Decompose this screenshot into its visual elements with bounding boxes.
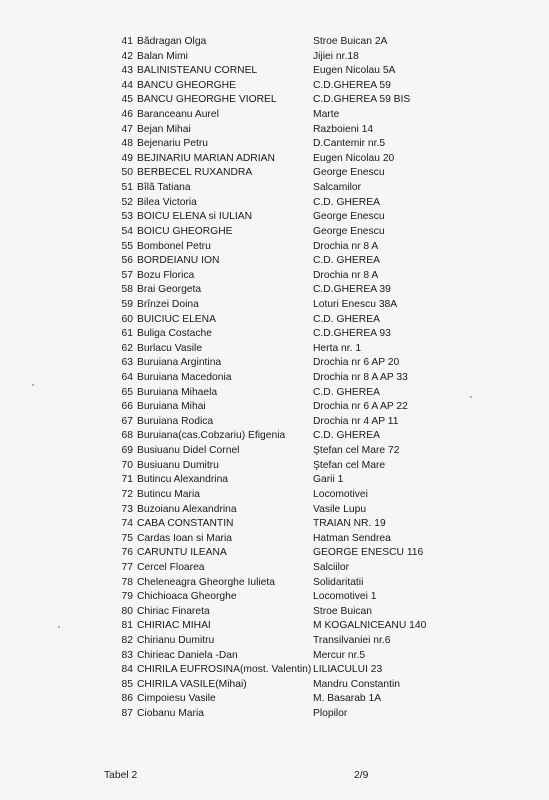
street-address: Locomotivei [313,488,368,500]
row-number: 79 [121,591,133,603]
street-address: M KOGALNICEANU 140 [313,620,427,632]
street-address: C.D.GHEREA 59 BIS [313,94,411,106]
person-name: Buruiana Argintina [137,357,222,369]
street-address: George Enescu [313,225,385,237]
table-row [0,196,549,211]
scan-speck [470,396,472,398]
person-name: BOICU GHEORGHE [137,225,233,237]
row-number: 72 [121,488,133,500]
row-number: 64 [121,372,133,384]
street-address: C.D.GHEREA 59 [313,79,391,91]
table-row [0,576,549,591]
row-number: 52 [121,196,133,208]
street-address: Drochia nr 8 A [313,269,379,281]
scan-speck [58,626,60,628]
street-address: Plopilor [313,708,348,720]
row-number: 62 [121,342,133,354]
street-address: Solidaritatii [313,576,364,588]
table-row [0,225,549,240]
row-number: 48 [121,138,133,150]
table-row [0,283,549,298]
street-address: LILIACULUI 23 [313,664,383,676]
person-name: Cardas Ioan si Maria [137,532,232,544]
table-row [0,503,549,518]
row-number: 42 [121,50,133,62]
row-number: 69 [121,445,133,457]
street-address: TRAIAN NR. 19 [313,518,386,530]
row-number: 60 [121,313,133,325]
street-address: Stroe Buican 2A [313,36,388,47]
street-address: C.D. GHEREA [313,196,380,208]
person-name: Ciobanu Maria [137,708,204,720]
person-name: Bejenariu Petru [137,138,208,150]
row-number: 56 [121,255,133,267]
street-address: Drochia nr 6 A AP 22 [313,401,408,413]
row-number: 74 [121,518,133,530]
person-name: Busiuanu Dumitru [137,459,219,471]
street-address: GEORGE ENESCU 116 [313,547,424,559]
street-address: Salcamilor [313,182,362,194]
row-number: 73 [121,503,133,515]
row-number: 85 [121,678,133,690]
table-row [0,35,549,50]
street-address: Ştefan cel Mare 72 [313,445,400,457]
table-row [0,429,549,444]
table-row [0,605,549,620]
table-row [0,371,549,386]
person-name: Bădragan Olga [137,36,207,47]
table-row [0,546,549,561]
row-number: 75 [121,532,133,544]
table-row [0,313,549,328]
street-address: C.D. GHEREA [313,430,380,442]
table-row [0,663,549,678]
row-number: 80 [121,605,133,617]
street-address: George Enescu [313,211,385,223]
person-name: BUICIUC ELENA [137,313,216,325]
street-address: Razboieni 14 [313,123,374,135]
table-row [0,123,549,138]
person-name: Brînzei Doina [137,298,199,310]
table-row [0,692,549,707]
row-number: 78 [121,576,133,588]
street-address: Hatman Sendrea [313,532,391,544]
person-name: Brai Georgeta [137,284,202,296]
table-row [0,269,549,284]
person-name: Bejan Mihai [137,123,191,135]
person-name: BEJINARIU MARIAN ADRIAN [137,152,275,164]
person-name: Busiuanu Didel Cornel [137,445,240,457]
row-number: 77 [121,561,133,573]
row-number: 63 [121,357,133,369]
row-number: 43 [121,65,133,77]
row-number: 82 [121,634,133,646]
row-number: 45 [121,94,133,106]
street-address: George Enescu [313,167,385,179]
street-address: Drochia nr 8 A [313,240,379,252]
person-name: CARUNTU ILEANA [137,547,227,559]
person-name: CHIRILA EUFROSINA(most. Valentin) [137,664,312,676]
table-row [0,561,549,576]
person-name: CABA CONSTANTIN [137,518,234,530]
row-number: 83 [121,649,133,661]
street-address: C.D.GHEREA 93 [313,328,391,340]
person-name: Chichioaca Gheorghe [137,591,237,603]
row-number: 57 [121,269,133,281]
table-row [0,181,549,196]
person-name: Butincu Maria [137,488,200,500]
person-name: Burlacu Vasile [137,342,203,354]
row-number: 44 [121,79,133,91]
street-address: C.D. GHEREA [313,313,380,325]
table-row [0,327,549,342]
row-number: 81 [121,620,133,632]
row-number: 54 [121,225,133,237]
table-row [0,488,549,503]
person-name: Chiriac Finareta [137,605,210,617]
page-number: 2/9 [354,770,369,781]
person-name: Cercel Floarea [137,561,205,573]
person-name: Buruiana Macedonia [137,372,232,384]
person-name: Cimpoiesu Vasile [137,693,216,705]
row-number: 46 [121,109,133,121]
row-number: 53 [121,211,133,223]
person-name: Chirieac Daniela -Dan [137,649,238,661]
person-name: Bombonel Petru [137,240,211,252]
table-row [0,240,549,255]
table-row [0,386,549,401]
person-name: Balan Mimi [137,50,188,62]
person-name: CHIRILA VASILE(Mihai) [137,678,247,690]
row-number: 68 [121,430,133,442]
row-number: 58 [121,284,133,296]
person-name: Buruiana Rodica [137,415,214,427]
street-address: Salciilor [313,561,350,573]
table-row [0,473,549,488]
table-row [0,590,549,605]
person-name: Buruiana Mihaela [137,386,218,398]
person-name: Buliga Costache [137,328,212,340]
person-name: Bîlă Tatiana [137,182,191,194]
street-address: Transilvaniei nr.6 [313,634,391,646]
person-name: CHIRIAC MIHAI [137,620,211,632]
street-address: Vasile Lupu [313,503,367,515]
table-row [0,79,549,94]
row-number: 59 [121,298,133,310]
person-name: Butincu Alexandrina [137,474,229,486]
table-row [0,619,549,634]
row-number: 66 [121,401,133,413]
street-address: Loturi Enescu 38A [313,298,398,310]
table-row [0,50,549,65]
row-number: 47 [121,123,133,135]
person-name: Bozu Florica [137,269,195,281]
row-number: 65 [121,386,133,398]
table-row [0,707,549,722]
table-row [0,517,549,532]
street-address: C.D. GHEREA [313,386,380,398]
table-row [0,356,549,371]
person-name: Buruiana(cas.Cobzariu) Efigenia [137,430,286,442]
table-label: Tabel 2 [104,770,138,781]
person-name: Buruiana Mihai [137,401,206,413]
street-address: C.D.GHEREA 39 [313,284,391,296]
row-number: 41 [121,36,133,47]
street-address: C.D. GHEREA [313,255,380,267]
table-row [0,298,549,313]
street-address: Drochia nr 6 AP 20 [313,357,400,369]
person-name: BOICU ELENA si IULIAN [137,211,253,223]
street-address: M. Basarab 1A [313,693,382,705]
person-name: Buzoianu Alexandrina [137,503,237,515]
table-row [0,152,549,167]
table-row [0,459,549,474]
street-address: Mercur nr.5 [313,649,366,661]
street-address: Marte [313,109,340,121]
table-row [0,64,549,79]
person-name: BORDEIANU ION [137,255,220,267]
person-name: Baranceanu Aurel [137,109,219,121]
row-number: 55 [121,240,133,252]
table-row [0,400,549,415]
street-address: Garii 1 [313,474,344,486]
street-address: Stroe Buican [313,605,372,617]
row-number: 49 [121,152,133,164]
table-row [0,166,549,181]
table-row [0,108,549,123]
row-number: 51 [121,182,133,194]
table-row [0,254,549,269]
table-row [0,649,549,664]
street-address: Mandru Constantin [313,678,401,690]
street-address: Drochia nr 4 AP 11 [313,415,399,427]
table-row [0,342,549,357]
name-address-table [0,35,549,722]
scan-speck [32,384,34,386]
street-address: Eugen Nicolau 5A [313,65,396,77]
table-row [0,93,549,108]
row-number: 84 [121,664,133,676]
street-address: D.Cantemir nr.5 [313,138,386,150]
person-name: BANCU GHEORGHE [137,79,236,91]
row-number: 87 [121,708,133,720]
person-name: Chirianu Dumitru [137,634,215,646]
row-number: 61 [121,328,133,340]
street-address: Jijiei nr.18 [313,50,359,62]
street-address: Drochia nr 8 A AP 33 [313,372,408,384]
row-number: 67 [121,415,133,427]
person-name: Bilea Victoria [137,196,197,208]
table-row [0,137,549,152]
table-row [0,444,549,459]
person-name: BERBECEL RUXANDRA [137,167,253,179]
person-name: BALINISTEANU CORNEL [137,65,258,77]
street-address: Eugen Nicolau 20 [313,152,395,164]
row-number: 50 [121,167,133,179]
row-number: 71 [121,474,133,486]
table-row [0,532,549,547]
row-number: 70 [121,459,133,471]
street-address: Ştefan cel Mare [313,459,386,471]
row-number: 76 [121,547,133,559]
table-row [0,678,549,693]
street-address: Locomotivei 1 [313,591,377,603]
row-number: 86 [121,693,133,705]
table-row [0,210,549,225]
person-name: Cheleneagra Gheorghe Iulieta [137,576,275,588]
street-address: Herta nr. 1 [313,342,362,354]
table-row [0,634,549,649]
person-name: BANCU GHEORGHE VIOREL [137,94,277,106]
table-row [0,415,549,430]
